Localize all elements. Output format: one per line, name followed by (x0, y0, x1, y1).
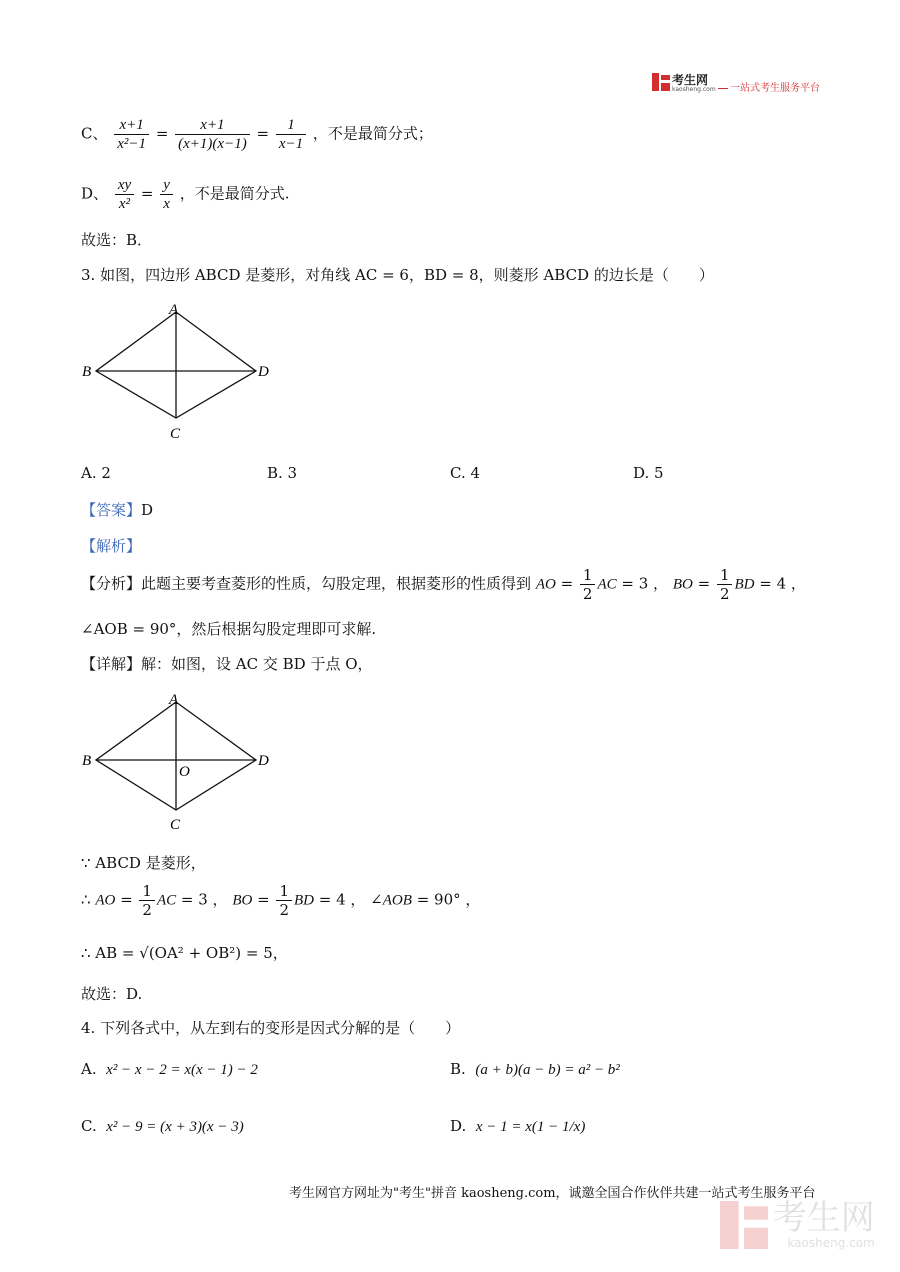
label-o: O (179, 764, 190, 780)
header-logo (652, 73, 670, 91)
label-d: D (258, 364, 269, 380)
answer-line: 【答案】D (81, 501, 154, 519)
conclusion: 故选：D. (81, 985, 143, 1003)
q3-option-c: C. 4 (450, 464, 481, 482)
label-b: B (82, 753, 92, 769)
fraction: $\frac{1}{x-1}$ (276, 116, 306, 153)
fraction: $\frac{x+1}{\text{x²−1}}$ (114, 116, 149, 153)
analysis-tag: 【解析】 (81, 537, 142, 555)
q4-option-d: D. x − 1 = x(1 − 1/x) (450, 1117, 586, 1135)
item-d-row: D、 $\frac{xy}{\text{x²}}$ = $\frac{y}{x}$ ，不是最简分式. (81, 177, 290, 212)
q3-option-b: B. 3 (267, 464, 298, 482)
q3-stem: 3. 如图，四边形 ABCD 是菱形，对角线 AC = 6，BD = 8，则菱形 ABCD 的边长是（ ） (81, 266, 714, 284)
label-c: C (170, 817, 181, 833)
label-b: B (82, 364, 92, 380)
q3-option-d: D. 5 (633, 464, 664, 482)
item-c-row: C、 $\frac{x+1}{\text{x²−1}}$ = $\frac{x+1}{(x+1)(x-1)}$ = $\frac{1}{x-1}$ ，不是最简分式； (81, 117, 433, 152)
q4-option-c: C. x² − 9 = (x + 3)(x − 3) (81, 1117, 244, 1135)
fraction: $\frac{x+1}{(x+1)(x-1)}$ (175, 116, 250, 153)
q4-option-b: B. (a + b)(a − b) = a² − b² (450, 1060, 620, 1078)
q3-option-a: A. 2 (81, 464, 111, 482)
detail-line: 【详解】解：如图，设 AC 交 BD 于点 O， (81, 655, 373, 673)
step-2: ∴ AO = $\frac{1}{2}$ AC = 3 ， BO = $\frac{1}{2}$ BD = 4 ， ∠AOB = 90° ， (81, 882, 481, 919)
q4-stem: 4. 下列各式中，从左到右的变形是因式分解的是（ ） (81, 1019, 461, 1037)
fraction: $\frac{xy}{\text{x²}}$ (115, 176, 134, 213)
step-1: ∵ ABCD 是菱形， (81, 854, 206, 872)
label-d: D (258, 753, 269, 769)
q4-option-a: A. x² − x − 2 = x(x − 1) − 2 (81, 1060, 258, 1078)
label-a: A (169, 692, 179, 708)
answer-previous: 故选：B． (81, 231, 153, 249)
label-a: A (169, 302, 179, 318)
watermark-logo: 考生网 kaosheng.com (720, 1200, 875, 1250)
label-c: C (170, 426, 181, 442)
footer-text: 考生网官方网址为"考生"拼音 kaosheng.com，诚邀全国合作伙伴共建一站式考生服务平台 (289, 1186, 816, 1201)
fraction: $\frac{y}{x}$ (160, 176, 173, 213)
rhombus-figure-1 (76, 298, 286, 446)
header-slogan: 一站式考生服务平台 (718, 79, 820, 94)
fenxi-line-2: ∠AOB = 90°，然后根据勾股定理即可求解. (81, 620, 377, 638)
step-3: ∴ AB = √(OA² + OB²) = 5， (81, 944, 288, 962)
fenxi-line: 【分析】此题主要考查菱形的性质，勾股定理，根据菱形的性质得到 AO = $\frac{1}{2}$ AC = 3 ， BO = $\frac{1}{2}$ BD = 4 ， (81, 566, 806, 603)
header-logo-text: 考生网 kaosheng.com (672, 73, 716, 93)
rhombus-figure-2 (76, 688, 286, 836)
